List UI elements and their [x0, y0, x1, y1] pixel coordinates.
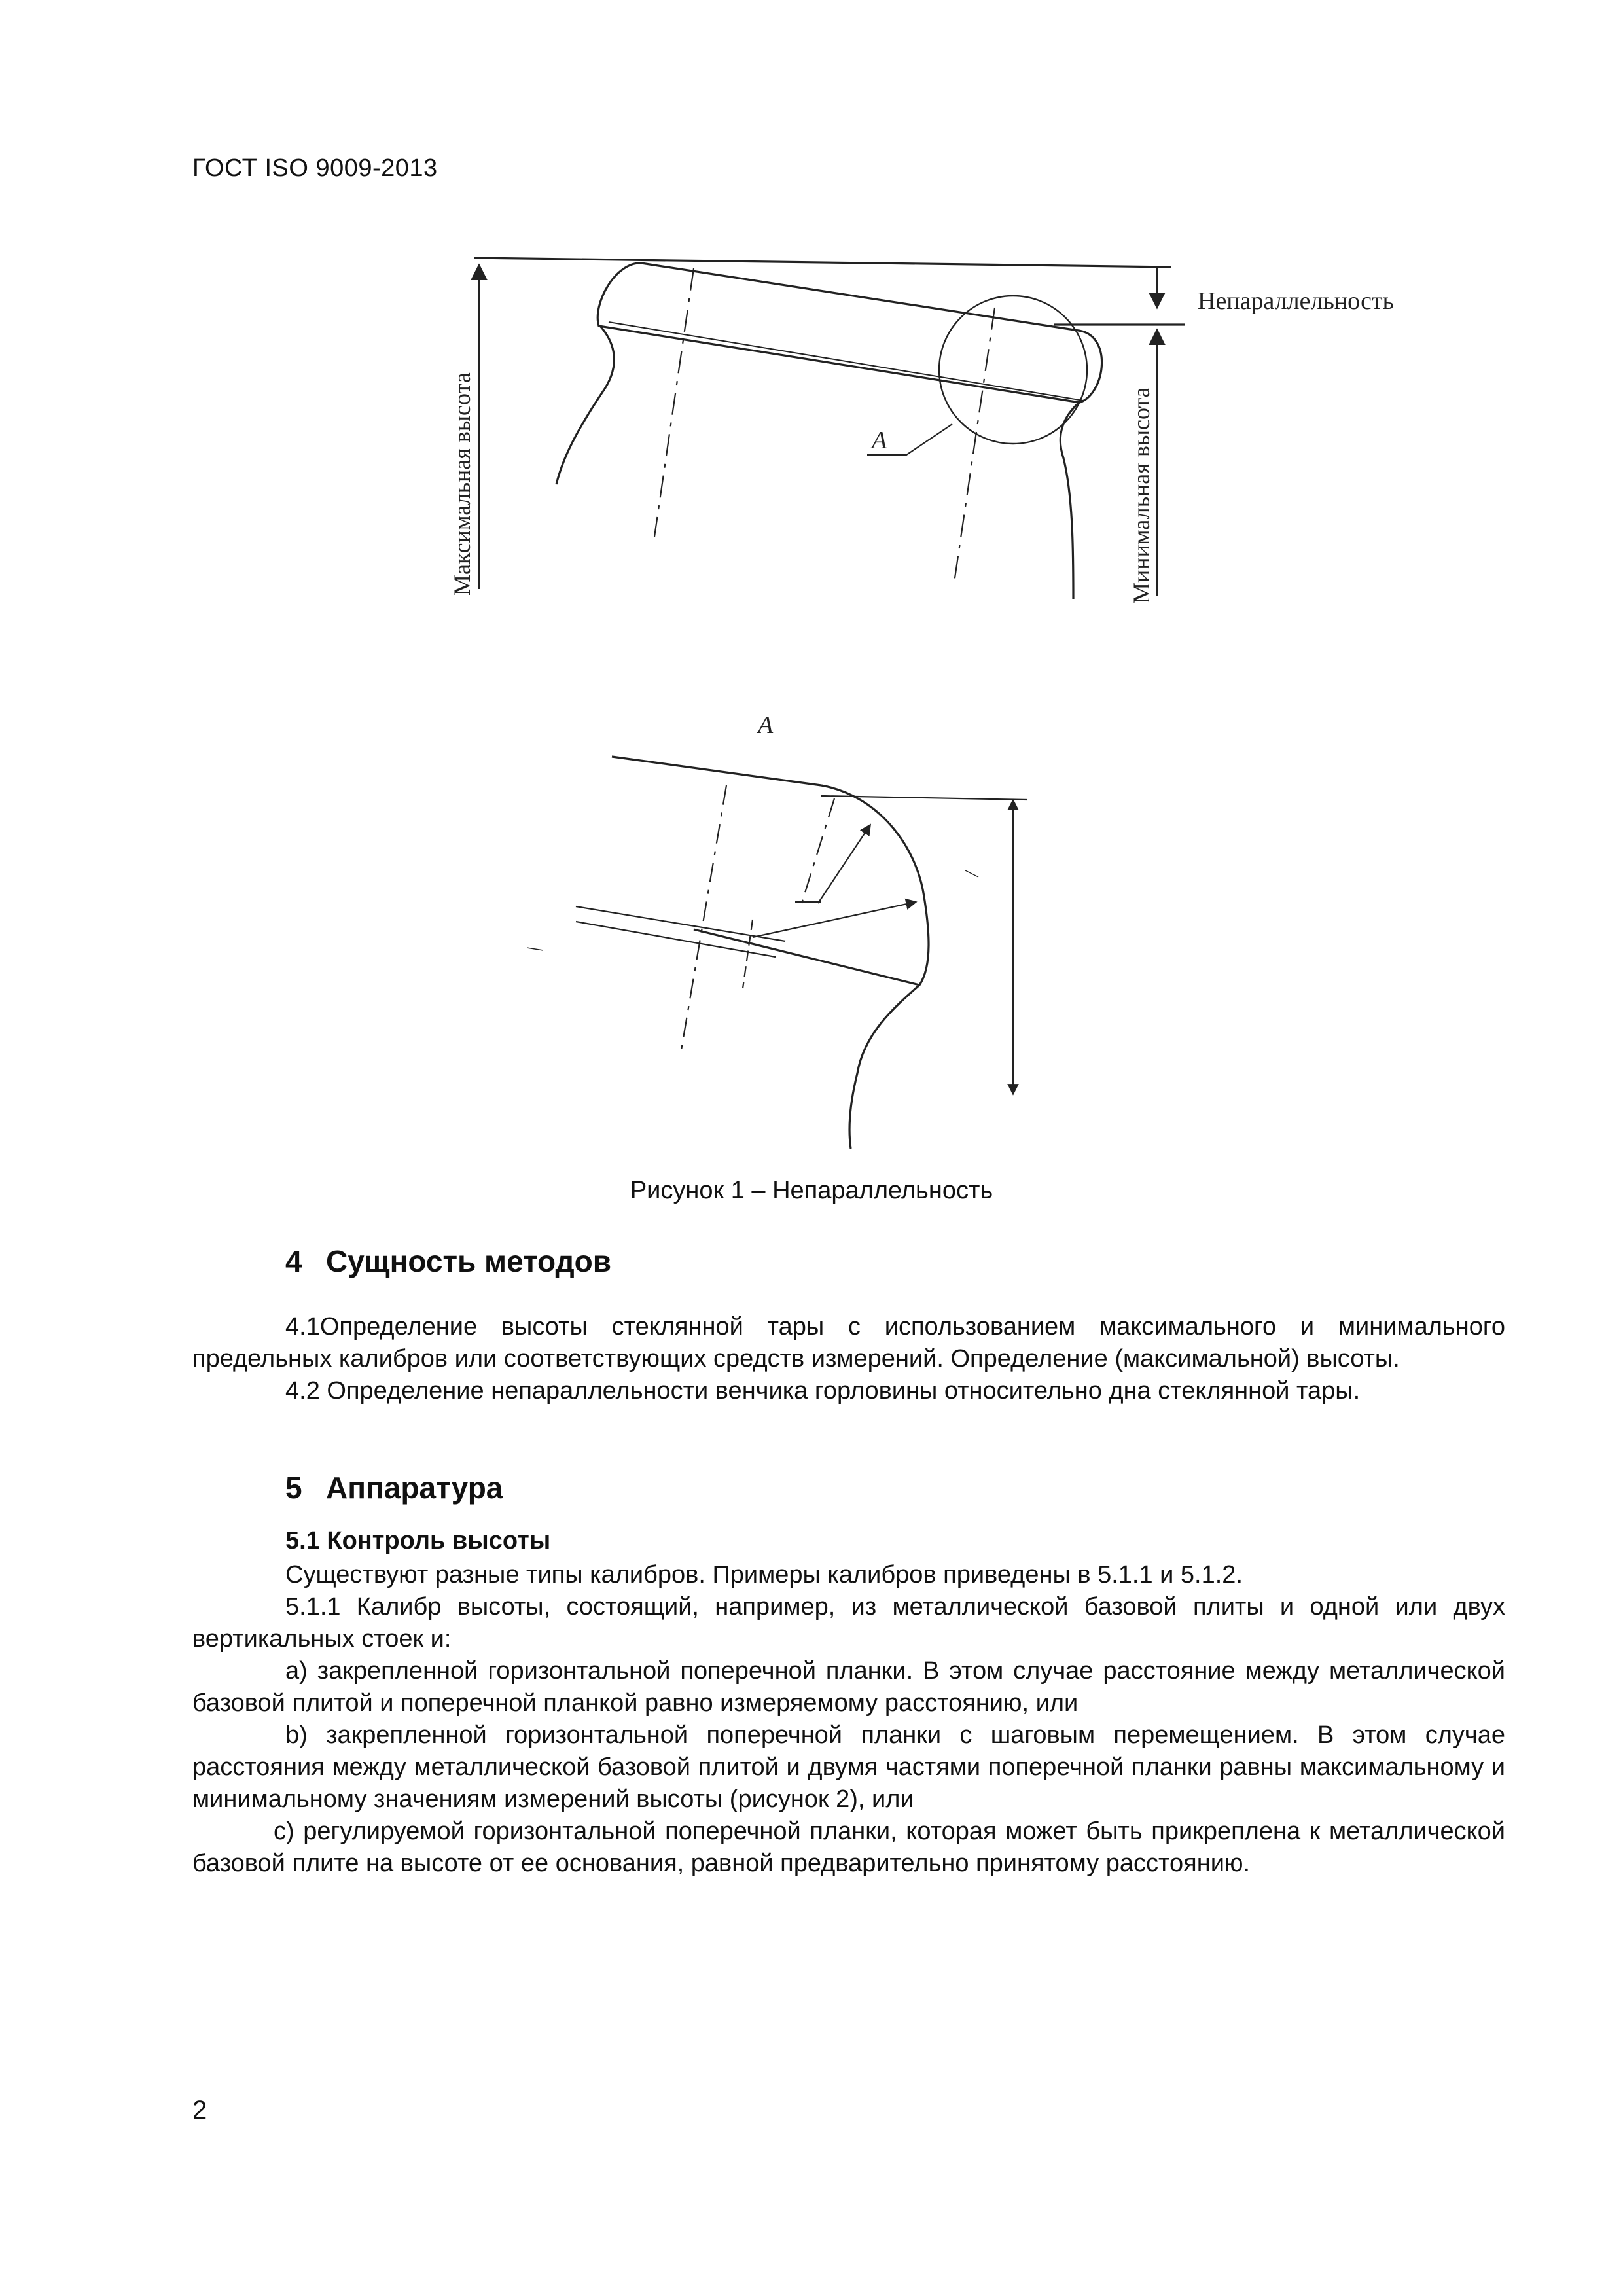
centerline-left	[654, 268, 694, 537]
section-4-title: Сущность методов	[326, 1244, 612, 1278]
paragraph-4-2: 4.2 Определение непараллельности венчика горловины относительно дна стеклянной тары.	[285, 1377, 1361, 1405]
detail-bottom-edge-3	[576, 922, 776, 957]
paragraph-5-1-1-b: b) закрепленной горизонтальной поперечной планки с шаговым перемещением. В этом случае расстояния между металлической базовой плитой и двумя частями поперечной планки равны максимальному и минимальному значениям измерений высоты (рисунок 2), или	[192, 1721, 1505, 1813]
bottle-neck-left	[556, 326, 614, 484]
label-a-top: A	[872, 427, 887, 454]
subsection-5-1-heading: 5.1 Контроль высоты	[285, 1527, 551, 1554]
detail-tick-right	[965, 870, 978, 877]
section-5-heading	[285, 1470, 503, 1505]
detail-top-edge	[612, 757, 821, 785]
label-min-height: Минимальная высота	[1128, 387, 1154, 603]
paragraph-5-1-intro: Существуют разные типы калибров. Примеры калибров приведены в 5.1.1 и 5.1.2.	[285, 1561, 1243, 1588]
detail-centerline-left	[681, 785, 726, 1054]
bottle-neck-right	[1060, 402, 1080, 599]
detail-tick-left	[527, 948, 543, 950]
document-code-header: ГОСТ ISO 9009-2013	[192, 154, 438, 182]
section-4-body	[192, 1311, 1505, 1407]
section-5-title: Аппаратура	[326, 1471, 503, 1505]
section-4-number: 4	[285, 1244, 302, 1278]
section-5-number: 5	[285, 1471, 302, 1505]
detail-bottom-edge	[694, 929, 919, 985]
detail-bottom-edge-2	[576, 906, 785, 941]
figure-caption: Рисунок 1 – Непараллельность	[630, 1177, 993, 1204]
detail-centerline-right	[802, 798, 834, 903]
detail-profile	[821, 785, 929, 1149]
detail-centerline-short	[743, 920, 753, 988]
section-4-heading	[285, 1244, 611, 1279]
label-a-detail: A	[758, 711, 774, 739]
detail-a-circle	[939, 296, 1087, 444]
paragraph-5-1-1-c: c) регулируемой горизонтальной поперечной планки, которая может быть прикреплена к металлической базовой плите на высоте от ее основания, равной предварительно принятому расстоянию.	[192, 1818, 1505, 1877]
paragraph-4-1: 4.1Определение высоты стеклянной тары с использованием максимального и минимального предельных калибров или соответствующих средств измерений. Определение (максимальной) высоты.	[192, 1313, 1505, 1372]
paragraph-5-1-1: 5.1.1 Калибр высоты, состоящий, например, из металлической базовой плиты и одной или двух вертикальных стоек и:	[192, 1593, 1505, 1653]
max-height-reference-line	[474, 258, 1171, 267]
detail-radius-arrow-2	[753, 902, 916, 937]
detail-radius-arrow-1	[818, 825, 870, 903]
label-nonparallel: Непараллельность	[1198, 287, 1394, 315]
detail-reference-line	[821, 796, 1027, 800]
label-max-height: Максимальная высота	[449, 372, 475, 596]
centerline-right	[954, 308, 995, 583]
page-number: 2	[192, 2096, 207, 2125]
paragraph-5-1-1-a: a) закрепленной горизонтальной поперечной планки. В этом случае расстояние между металлической базовой плитой и поперечной планкой равно измеряемому расстоянию, или	[192, 1657, 1505, 1717]
section-5-body	[192, 1559, 1505, 1880]
